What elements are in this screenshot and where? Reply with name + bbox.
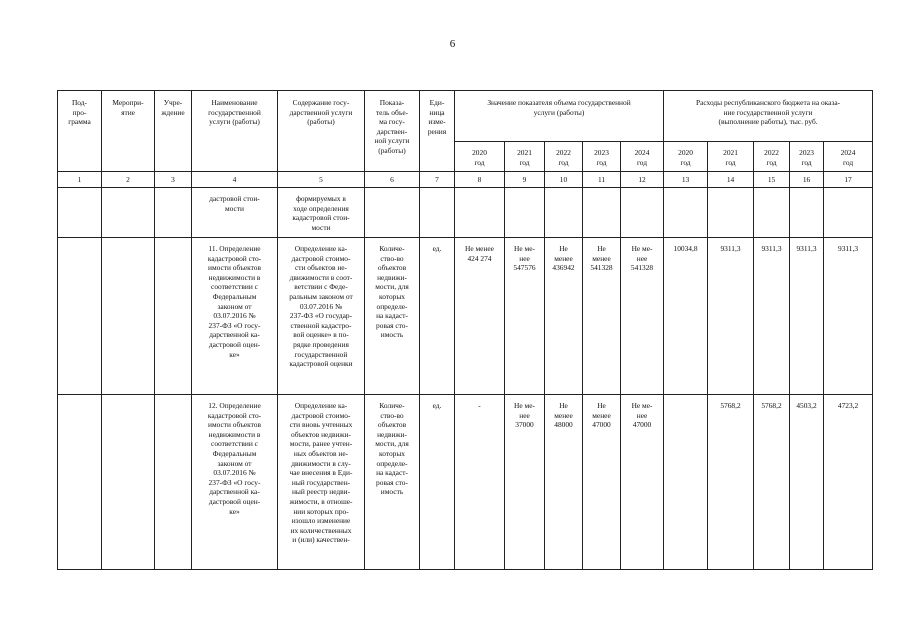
cell-event [102, 188, 155, 238]
cell-budget [754, 188, 790, 238]
cell-institution [155, 238, 192, 395]
cell-budget [790, 188, 824, 238]
column-number: 8 [455, 172, 505, 188]
cell-budget: 9311,3 [754, 238, 790, 395]
header-budget-year: 2024 год [824, 142, 873, 172]
header-volume-group: Значение показателя объема государственной услуги (работы) [455, 91, 664, 142]
column-number: 2 [102, 172, 155, 188]
cell-budget [824, 188, 873, 238]
cell-sub-program [58, 238, 102, 395]
header-event: Меропри- ятие [102, 91, 155, 172]
header-service-content: Содержание госу- дарственной услуги (работы) [278, 91, 365, 172]
cell-volume: Не ме- нее 47000 [621, 395, 664, 570]
header-sub-program: Под- про- грамма [58, 91, 102, 172]
header-row-1 [58, 91, 873, 142]
cell-service-name: дастровой стои- мости [192, 188, 278, 238]
column-number: 5 [278, 172, 365, 188]
cell-service-content: Определение ка- дастровой стоимо- сти вновь учтенных объектов недвижи- мости, ранее учтен- ных объектов не- движимости в слу- чае внесения в Еди- ный государствен- ный реестр недви- жимости, в отноше- нии которых про- изошло изменение их количественных и (или) качествен- [278, 395, 365, 570]
cell-budget: 5768,2 [754, 395, 790, 570]
header-budget-year: 2022 год [754, 142, 790, 172]
page-number: 6 [449, 38, 456, 50]
cell-budget [664, 188, 708, 238]
cell-budget: 4723,2 [824, 395, 873, 570]
state-service-table [57, 90, 873, 570]
column-number: 12 [621, 172, 664, 188]
header-volume-year: 2023 год [583, 142, 621, 172]
cell-event [102, 395, 155, 570]
cell-service-content: Определение ка- дастровой стоимо- сти объектов не- движимости в соот- ветствии с Феде- ральным законом от 03.07.2016 № 237-ФЗ «О государ- ственной кадастро- вой оценке» в по- рядке проведения государственной кадастровой оценки [278, 238, 365, 395]
cell-volume: Не ме- нее 547576 [505, 238, 545, 395]
cell-event [102, 238, 155, 395]
column-number: 6 [365, 172, 420, 188]
cell-volume: Не менее 48000 [545, 395, 583, 570]
cell-volume: Не менее 424 274 [455, 238, 505, 395]
header-volume-year: 2021 год [505, 142, 545, 172]
header-budget-year: 2020 год [664, 142, 708, 172]
header-service-name: Наименование государственной услуги (работы) [192, 91, 278, 172]
cell-institution [155, 188, 192, 238]
cell-volume: Не менее 436942 [545, 238, 583, 395]
cell-budget: 5768,2 [708, 395, 754, 570]
column-number: 9 [505, 172, 545, 188]
column-number: 15 [754, 172, 790, 188]
column-number: 7 [420, 172, 455, 188]
cell-indicator [365, 188, 420, 238]
cell-budget: 9311,3 [824, 238, 873, 395]
cell-volume: Не ме- нее 37000 [505, 395, 545, 570]
cell-indicator: Количе- ство-во объектов недвижи- мости, для которых определе- на кадаст- ровая сто- имость [365, 238, 420, 395]
cell-budget: 4503,2 [790, 395, 824, 570]
cell-volume: Не менее 47000 [583, 395, 621, 570]
cell-unit [420, 188, 455, 238]
header-budget-group: Расходы республиканского бюджета на оказа- ние государственной услуги (выполнение работы), тыс. руб. [664, 91, 873, 142]
table-row [58, 188, 873, 238]
cell-service-content: формируемых в ходе определения кадастровой стои- мости [278, 188, 365, 238]
table-row [58, 395, 873, 570]
header-unit: Еди- ница изме- рения [420, 91, 455, 172]
cell-volume [505, 188, 545, 238]
cell-budget: 9311,3 [708, 238, 754, 395]
header-indicator: Показа- тель объе- ма госу- дарствен- ной услуги (работы) [365, 91, 420, 172]
cell-institution [155, 395, 192, 570]
column-number: 14 [708, 172, 754, 188]
cell-volume: - [455, 395, 505, 570]
header-budget-year: 2021 год [708, 142, 754, 172]
column-number: 4 [192, 172, 278, 188]
column-number: 17 [824, 172, 873, 188]
cell-indicator: Количе- ство-во объектов недвижи- мости, для которых определе- на кадаст- ровая сто- имость [365, 395, 420, 570]
cell-volume [621, 188, 664, 238]
cell-budget: 9311,3 [790, 238, 824, 395]
table-row [58, 238, 873, 395]
cell-budget [708, 188, 754, 238]
column-number-row [58, 172, 873, 188]
cell-volume: Не ме- нее 541328 [621, 238, 664, 395]
cell-sub-program [58, 188, 102, 238]
cell-budget: 10034,8 [664, 238, 708, 395]
header-volume-year: 2022 год [545, 142, 583, 172]
column-number: 16 [790, 172, 824, 188]
column-number: 11 [583, 172, 621, 188]
cell-unit: ед. [420, 395, 455, 570]
column-number: 1 [58, 172, 102, 188]
cell-unit: ед. [420, 238, 455, 395]
cell-volume [545, 188, 583, 238]
cell-service-name: 12. Определение кадастровой сто- имости объектов недвижимости в соответствии с Федеральным законом от 03.07.2016 № 237-ФЗ «О госу- дарственной ка- дастровой оцен- ке» [192, 395, 278, 570]
column-number: 13 [664, 172, 708, 188]
header-budget-year: 2023 год [790, 142, 824, 172]
cell-volume [583, 188, 621, 238]
cell-volume [455, 188, 505, 238]
cell-volume: Не менее 541328 [583, 238, 621, 395]
cell-service-name: 11. Определение кадастровой сто- имости объектов недвижимости в соответствии с Федеральным законом от 03.07.2016 № 237-ФЗ «О госу- дарственной ка- дастровой оцен- ке» [192, 238, 278, 395]
cell-sub-program [58, 395, 102, 570]
header-institution: Учре- ждение [155, 91, 192, 172]
header-volume-year: 2020 год [455, 142, 505, 172]
cell-budget [664, 395, 708, 570]
header-volume-year: 2024 год [621, 142, 664, 172]
column-number: 10 [545, 172, 583, 188]
column-number: 3 [155, 172, 192, 188]
